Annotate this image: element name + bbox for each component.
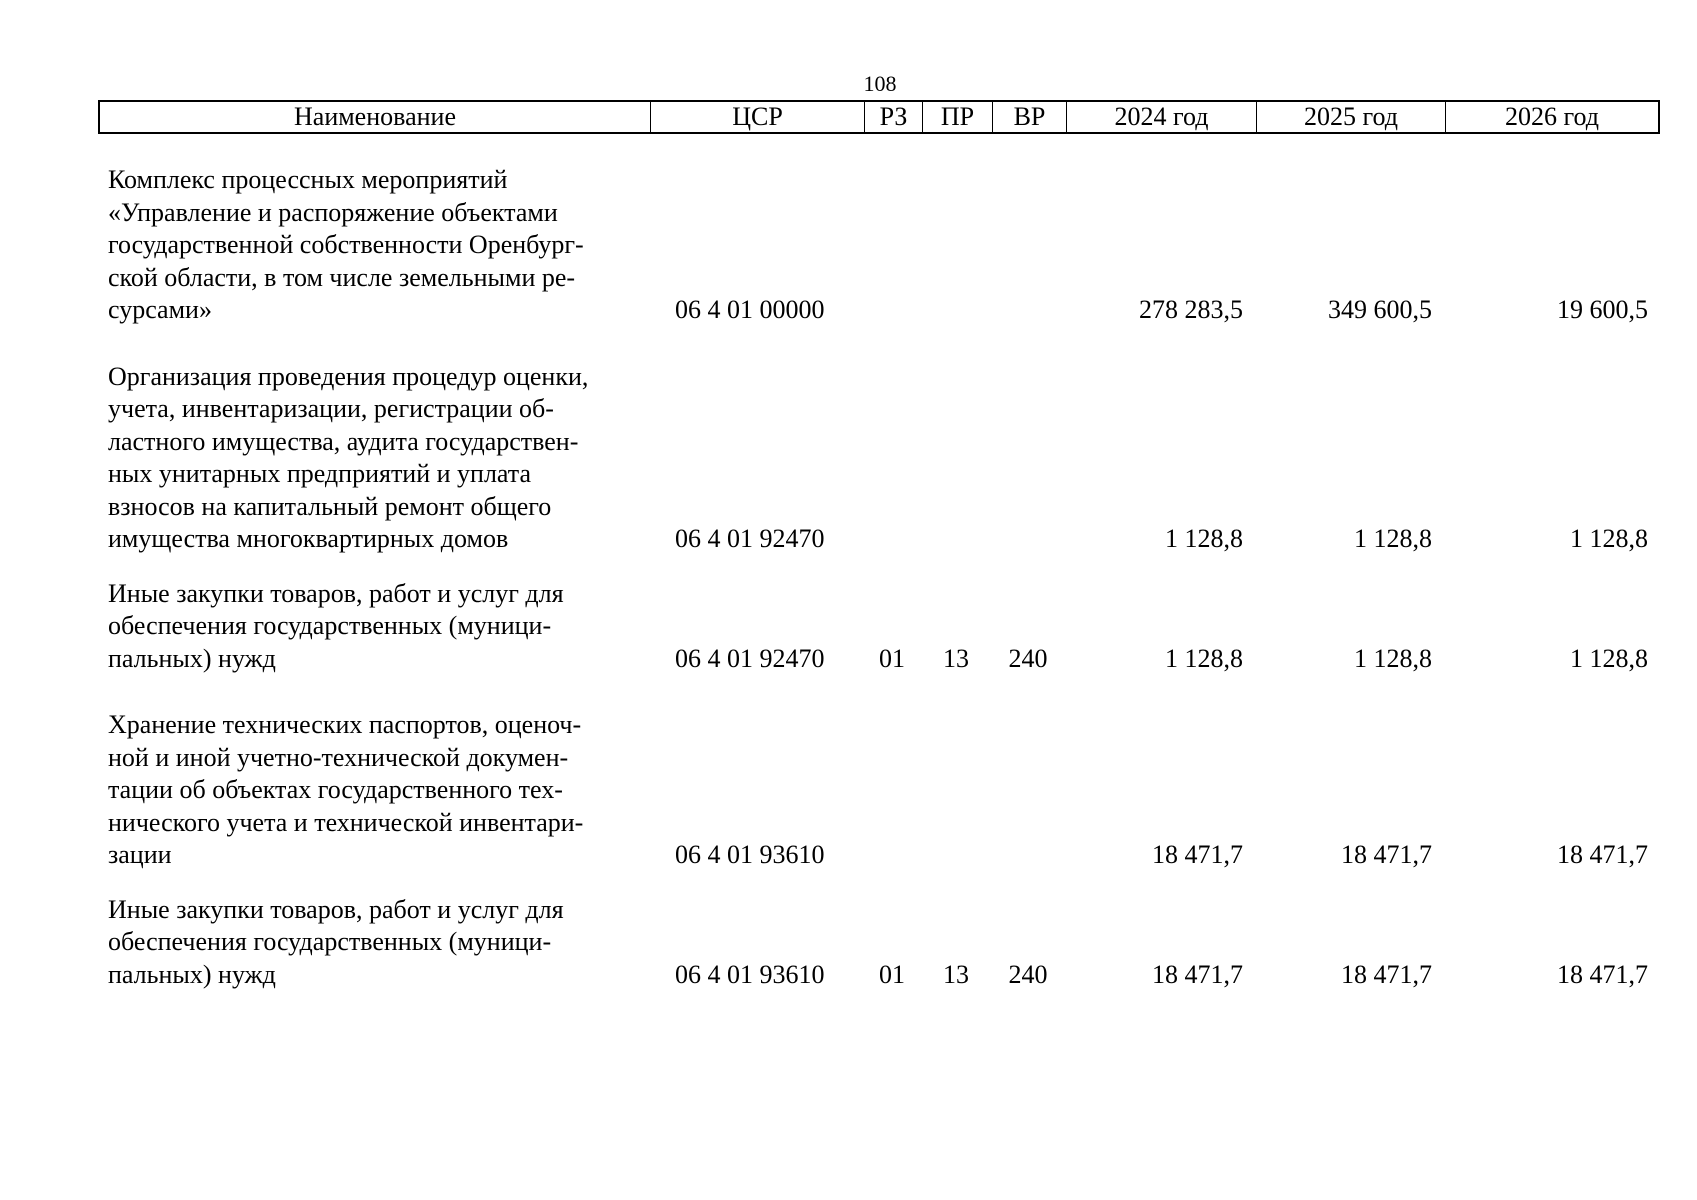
header-csr: ЦСР xyxy=(651,102,865,132)
row-pr: 13 xyxy=(943,959,969,989)
row-csr: 06 4 01 92470 xyxy=(675,524,825,553)
row-2026: 18 471,7 xyxy=(1557,959,1648,989)
row-2025: 1 128,8 xyxy=(1354,643,1432,673)
row-2025: 18 471,7 xyxy=(1341,840,1432,869)
table-row xyxy=(98,361,1660,556)
row-name: Комплекс процессных мероприятий «Управление и распоряжение объектами государственной собственности Оренбург- ской области, в том числе земельными ре- сурсами» xyxy=(108,165,584,324)
row-2025: 349 600,5 xyxy=(1328,295,1432,324)
header-rz: РЗ xyxy=(865,102,923,132)
table-row xyxy=(98,709,1660,872)
header-pr: ПР xyxy=(923,102,993,132)
header-vr: ВР xyxy=(993,102,1067,132)
row-vr: 240 xyxy=(1008,959,1048,989)
row-csr: 06 4 01 92470 xyxy=(675,643,825,673)
row-name: Иные закупки товаров, работ и услуг для обеспечения государственных (муници- пальных) нужд xyxy=(108,894,564,989)
row-name: Хранение технических паспортов, оценоч- ной и иной учетно-технической докумен- тации об объектах государственного тех- нического учета и технической инвентари- зации xyxy=(108,710,584,869)
row-csr: 06 4 01 00000 xyxy=(675,295,825,324)
row-name: Иные закупки товаров, работ и услуг для обеспечения государственных (муници- пальных) нужд xyxy=(108,578,564,673)
row-2024: 18 471,7 xyxy=(1152,959,1243,989)
row-vr: 240 xyxy=(1008,643,1048,673)
row-csr: 06 4 01 93610 xyxy=(675,959,825,989)
row-2026: 1 128,8 xyxy=(1570,524,1648,553)
header-name: Наименование xyxy=(100,102,651,132)
row-rz: 01 xyxy=(879,643,905,673)
table-header xyxy=(98,100,1660,134)
table-body xyxy=(98,164,1660,991)
row-pr: 13 xyxy=(943,643,969,673)
row-2026: 1 128,8 xyxy=(1570,643,1648,673)
table-row xyxy=(98,164,1660,327)
row-2024: 18 471,7 xyxy=(1152,840,1243,869)
row-2024: 278 283,5 xyxy=(1139,295,1243,324)
table-row xyxy=(98,894,1660,992)
row-2026: 18 471,7 xyxy=(1557,840,1648,869)
row-name: Организация проведения процедур оценки, учета, инвентаризации, регистрации об- ластного имущества, аудита государствен- ных унитарных предприятий и уплата взносов на капитальный ремонт общего имущества многоквартирных домов xyxy=(108,361,589,553)
header-2024: 2024 год xyxy=(1067,102,1257,132)
header-2026: 2026 год xyxy=(1505,102,1599,131)
page-number: 108 xyxy=(863,71,897,96)
row-2025: 1 128,8 xyxy=(1354,524,1432,553)
row-rz: 01 xyxy=(879,959,905,989)
row-2026: 19 600,5 xyxy=(1557,295,1648,324)
header-2025: 2025 год xyxy=(1257,102,1446,132)
row-2025: 18 471,7 xyxy=(1341,959,1432,989)
row-2024: 1 128,8 xyxy=(1165,643,1243,673)
table-row xyxy=(98,578,1660,676)
row-csr: 06 4 01 93610 xyxy=(675,840,825,869)
row-2024: 1 128,8 xyxy=(1165,524,1243,553)
